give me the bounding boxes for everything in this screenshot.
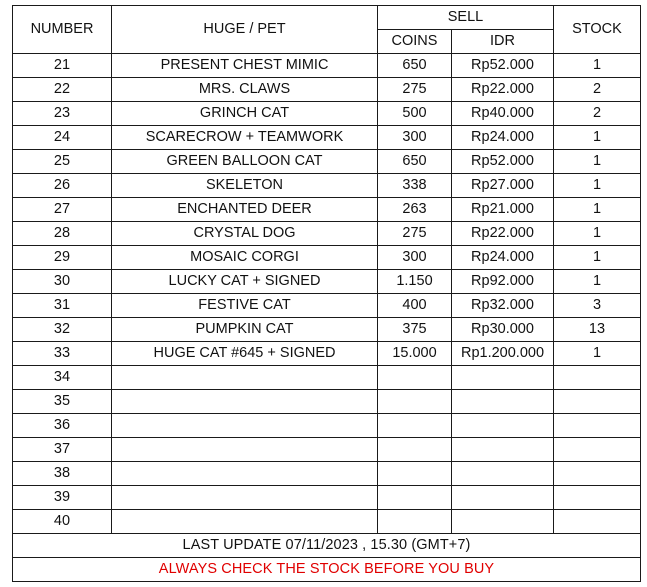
cell-pet: MOSAIC CORGI bbox=[112, 246, 378, 270]
stock-warning-text: ALWAYS CHECK THE STOCK BEFORE YOU BUY bbox=[13, 558, 641, 582]
cell-stock: 1 bbox=[554, 222, 641, 246]
cell-number: 24 bbox=[13, 126, 112, 150]
table-row bbox=[13, 342, 641, 366]
cell-coins bbox=[378, 510, 452, 534]
cell-idr: Rp52.000 bbox=[452, 150, 554, 174]
table-row bbox=[13, 390, 641, 414]
table-row bbox=[13, 438, 641, 462]
cell-stock: 1 bbox=[554, 246, 641, 270]
cell-pet: SKELETON bbox=[112, 174, 378, 198]
cell-idr: Rp32.000 bbox=[452, 294, 554, 318]
cell-idr: Rp22.000 bbox=[452, 222, 554, 246]
cell-idr bbox=[452, 510, 554, 534]
cell-idr: Rp24.000 bbox=[452, 246, 554, 270]
cell-stock bbox=[554, 366, 641, 390]
cell-stock bbox=[554, 438, 641, 462]
cell-stock: 2 bbox=[554, 102, 641, 126]
cell-pet: GRINCH CAT bbox=[112, 102, 378, 126]
cell-coins bbox=[378, 438, 452, 462]
cell-pet bbox=[112, 390, 378, 414]
cell-stock bbox=[554, 510, 641, 534]
cell-pet: FESTIVE CAT bbox=[112, 294, 378, 318]
header-number: NUMBER bbox=[13, 6, 112, 54]
cell-stock bbox=[554, 414, 641, 438]
cell-number: 23 bbox=[13, 102, 112, 126]
table-row bbox=[13, 510, 641, 534]
cell-idr bbox=[452, 366, 554, 390]
cell-idr: Rp92.000 bbox=[452, 270, 554, 294]
cell-idr bbox=[452, 414, 554, 438]
cell-number: 34 bbox=[13, 366, 112, 390]
cell-coins: 400 bbox=[378, 294, 452, 318]
cell-coins bbox=[378, 390, 452, 414]
cell-idr: Rp1.200.000 bbox=[452, 342, 554, 366]
cell-pet: MRS. CLAWS bbox=[112, 78, 378, 102]
cell-pet: PUMPKIN CAT bbox=[112, 318, 378, 342]
cell-idr: Rp22.000 bbox=[452, 78, 554, 102]
cell-coins: 300 bbox=[378, 246, 452, 270]
cell-coins: 375 bbox=[378, 318, 452, 342]
cell-pet: CRYSTAL DOG bbox=[112, 222, 378, 246]
cell-stock bbox=[554, 486, 641, 510]
cell-coins: 275 bbox=[378, 78, 452, 102]
header-pet: HUGE / PET bbox=[112, 6, 378, 54]
cell-pet: ENCHANTED DEER bbox=[112, 198, 378, 222]
cell-stock: 2 bbox=[554, 78, 641, 102]
cell-coins: 15.000 bbox=[378, 342, 452, 366]
cell-pet bbox=[112, 366, 378, 390]
footer-update-row bbox=[13, 534, 641, 558]
table-row bbox=[13, 294, 641, 318]
cell-number: 37 bbox=[13, 438, 112, 462]
cell-number: 36 bbox=[13, 414, 112, 438]
cell-coins: 263 bbox=[378, 198, 452, 222]
table-row bbox=[13, 462, 641, 486]
cell-stock bbox=[554, 462, 641, 486]
cell-number: 27 bbox=[13, 198, 112, 222]
cell-idr bbox=[452, 390, 554, 414]
cell-idr: Rp24.000 bbox=[452, 126, 554, 150]
cell-coins bbox=[378, 486, 452, 510]
cell-coins bbox=[378, 414, 452, 438]
cell-number: 25 bbox=[13, 150, 112, 174]
cell-pet: LUCKY CAT + SIGNED bbox=[112, 270, 378, 294]
cell-coins bbox=[378, 366, 452, 390]
cell-coins: 500 bbox=[378, 102, 452, 126]
cell-number: 40 bbox=[13, 510, 112, 534]
table-row bbox=[13, 222, 641, 246]
cell-idr bbox=[452, 486, 554, 510]
cell-stock: 1 bbox=[554, 126, 641, 150]
cell-idr: Rp40.000 bbox=[452, 102, 554, 126]
cell-number: 26 bbox=[13, 174, 112, 198]
cell-pet: HUGE CAT #645 + SIGNED bbox=[112, 342, 378, 366]
cell-number: 35 bbox=[13, 390, 112, 414]
table-row bbox=[13, 126, 641, 150]
cell-idr: Rp52.000 bbox=[452, 54, 554, 78]
cell-coins: 338 bbox=[378, 174, 452, 198]
header-idr: IDR bbox=[452, 30, 554, 54]
table-row bbox=[13, 318, 641, 342]
cell-idr bbox=[452, 438, 554, 462]
cell-number: 32 bbox=[13, 318, 112, 342]
cell-stock: 1 bbox=[554, 270, 641, 294]
cell-pet bbox=[112, 486, 378, 510]
cell-pet: PRESENT CHEST MIMIC bbox=[112, 54, 378, 78]
cell-number: 30 bbox=[13, 270, 112, 294]
table-row bbox=[13, 366, 641, 390]
stock-table bbox=[12, 5, 641, 582]
cell-stock: 1 bbox=[554, 174, 641, 198]
cell-coins: 300 bbox=[378, 126, 452, 150]
cell-stock bbox=[554, 390, 641, 414]
cell-number: 33 bbox=[13, 342, 112, 366]
table-row bbox=[13, 198, 641, 222]
cell-idr bbox=[452, 462, 554, 486]
cell-pet: GREEN BALLOON CAT bbox=[112, 150, 378, 174]
cell-number: 21 bbox=[13, 54, 112, 78]
cell-number: 22 bbox=[13, 78, 112, 102]
cell-idr: Rp21.000 bbox=[452, 198, 554, 222]
cell-number: 38 bbox=[13, 462, 112, 486]
cell-stock: 1 bbox=[554, 198, 641, 222]
table-row bbox=[13, 174, 641, 198]
footer-warning-row bbox=[13, 558, 641, 582]
header-coins: COINS bbox=[378, 30, 452, 54]
cell-stock: 3 bbox=[554, 294, 641, 318]
cell-coins bbox=[378, 462, 452, 486]
table-row bbox=[13, 150, 641, 174]
cell-coins: 650 bbox=[378, 54, 452, 78]
table-row bbox=[13, 270, 641, 294]
table-row bbox=[13, 78, 641, 102]
header-row bbox=[13, 6, 641, 30]
cell-stock: 1 bbox=[554, 54, 641, 78]
cell-pet bbox=[112, 414, 378, 438]
cell-pet: SCARECROW + TEAMWORK bbox=[112, 126, 378, 150]
cell-coins: 275 bbox=[378, 222, 452, 246]
cell-stock: 13 bbox=[554, 318, 641, 342]
last-update-text: LAST UPDATE 07/11/2023 , 15.30 (GMT+7) bbox=[13, 534, 641, 558]
table-row bbox=[13, 102, 641, 126]
table-row bbox=[13, 486, 641, 510]
header-stock: STOCK bbox=[554, 6, 641, 54]
cell-pet bbox=[112, 510, 378, 534]
cell-idr: Rp30.000 bbox=[452, 318, 554, 342]
cell-number: 31 bbox=[13, 294, 112, 318]
cell-pet bbox=[112, 462, 378, 486]
cell-pet bbox=[112, 438, 378, 462]
cell-number: 39 bbox=[13, 486, 112, 510]
cell-idr: Rp27.000 bbox=[452, 174, 554, 198]
cell-coins: 650 bbox=[378, 150, 452, 174]
cell-stock: 1 bbox=[554, 342, 641, 366]
cell-number: 29 bbox=[13, 246, 112, 270]
cell-stock: 1 bbox=[554, 150, 641, 174]
table-row bbox=[13, 54, 641, 78]
table-row bbox=[13, 246, 641, 270]
cell-number: 28 bbox=[13, 222, 112, 246]
table-row bbox=[13, 414, 641, 438]
header-sell: SELL bbox=[378, 6, 554, 30]
cell-coins: 1.150 bbox=[378, 270, 452, 294]
